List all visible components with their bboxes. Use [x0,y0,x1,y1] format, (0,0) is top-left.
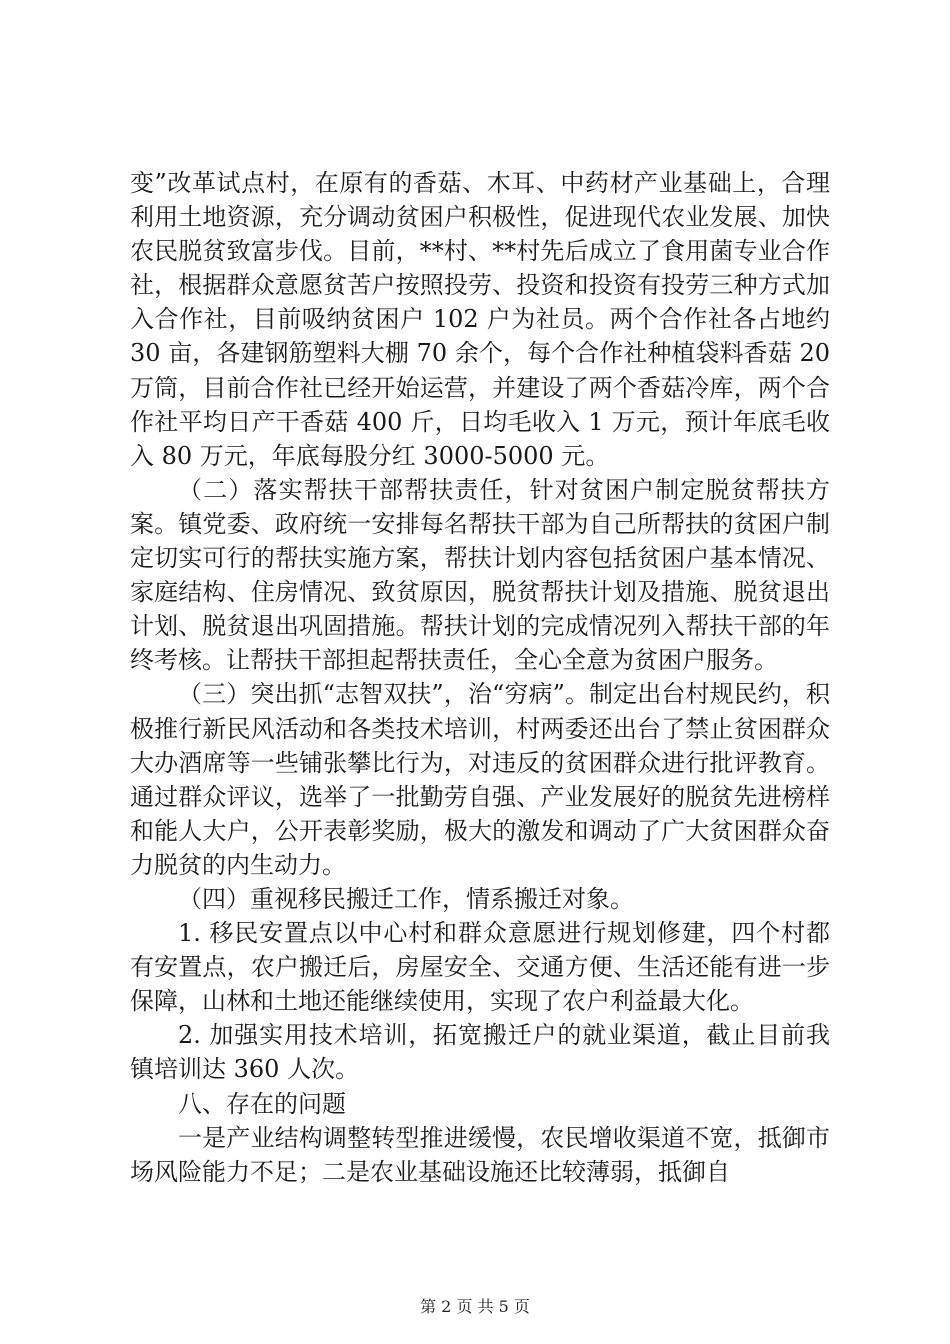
page-number-footer: 第 2 页 共 5 页 [420,1297,530,1316]
paragraph-item-1: 1. 移民安置点以中心村和群众意愿进行规划修建，四个村都有安置点，农户搬迁后，房屋安全、交通方便、生活还能有进一步保障，山林和土地还能继续使用，实现了农户利益最大化。 [130,919,830,1016]
paragraph-problems: 一是产业结构调整转型推进缓慢，农民增收渠道不宽，抵御市场风险能力不足；二是农业基础设施还比较薄弱，抵御自 [130,1123,830,1186]
paragraph-item-2: 2. 加强实用技术培训，拓宽搬迁户的就业渠道，截止目前我镇培训达 360 人次。 [130,1021,830,1084]
paragraph-section-3: （三）突出抓“志智双扶”，治“穷病”。制定出台村规民约，积极推行新民风活动和各类技术培训，村两委还出台了禁止贫困群众大办酒席等一些铺张攀比行为，对违反的贫困群众进行批评教育。通过群众评议，选举了一批勤劳自强、产业发展好的脱贫先进榜样和能人大户，公开表彰奖励，极大的激发和调动了广大贫困群众奋力脱贫的内生动力。 [130,680,830,879]
paragraph-continuation: 变”改革试点村，在原有的香菇、木耳、中药材产业基础上，合理利用土地资源，充分调动贫困户积极性，促进现代农业发展、加快农民脱贫致富步伐。目前，**村、**村先后成立了食用菌专业合作社，根据群众意愿贫苦户按照投劳、投资和投资有投劳三种方式加入合作社，目前吸纳贫困户 102 户为社员。两个合作社各占地约 30 亩，各建钢筋塑料大棚 70 余个，每个合作社种植袋料香菇 20 万筒，目前合作社已经开始运营，并建设了两个香菇冷库，两个合作社平均日产干香菇 400 斤，日均毛收入 1 万元，预计年底毛收入 80 万元，年底每股分红 3000-5000 元。 [130,169,830,470]
section-heading-problems: 八、存在的问题 [178,1089,346,1118]
paragraph-section-2: （二）落实帮扶干部帮扶责任，针对贫困户制定脱贫帮扶方案。镇党委、政府统一安排每名帮扶干部为自己所帮扶的贫困户制定切实可行的帮扶实施方案，帮扶计划内容包括贫困户基本情况、家庭结构、住房情况、致贫原因，脱贫帮扶计划及措施、脱贫退出计划、脱贫退出巩固措施。帮扶计划的完成情况列入帮扶干部的年终考核。让帮扶干部担起帮扶责任，全心全意为贫困户服务。 [130,475,830,675]
paragraph-section-4-heading: （四）重视移民搬迁工作，情系搬迁对象。 [178,884,634,913]
document-body [130,166,830,1189]
